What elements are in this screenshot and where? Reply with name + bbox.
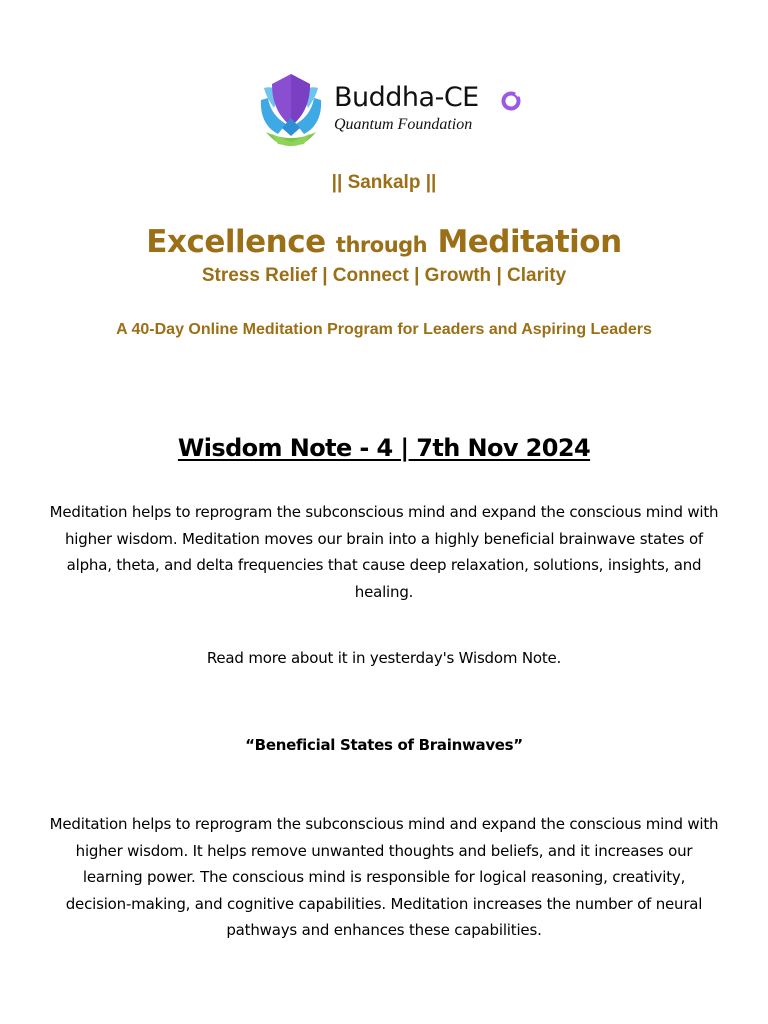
headline-excellence: Excellence	[146, 224, 326, 260]
brand-name: Buddha-CE	[334, 82, 479, 113]
section-title: “Beneficial States of Brainwaves”	[245, 736, 523, 754]
sankalp-heading: || Sankalp ||	[331, 172, 437, 193]
program-headline	[0, 224, 768, 260]
headline-meditation: Meditation	[437, 224, 622, 260]
paragraph-line: pathways and enhances these capabilities.	[226, 921, 542, 939]
brand-logo	[258, 72, 518, 148]
paragraph-intro	[30, 499, 738, 605]
paragraph-line: Meditation helps to reprogram the subconscious mind and expand the conscious mind with	[49, 815, 719, 833]
paragraph-line: decision-making, and cognitive capabilities. Meditation increases the number of neural	[65, 894, 703, 913]
paragraph-read-more: Read more about it in yesterday's Wisdom Note.	[206, 649, 562, 667]
paragraph-line: alpha, theta, and delta frequencies that cause deep relaxation, solutions, insights, and	[66, 556, 702, 574]
paragraph-line: Meditation helps to reprogram the subconscious mind and expand the conscious mind with	[49, 503, 719, 521]
program-pillars: Stress Relief | Connect | Growth | Clarity	[201, 265, 567, 286]
lotus-shield-icon	[258, 72, 324, 148]
wisdom-note-title: Wisdom Note - 4 | 7th Nov 2024	[177, 434, 591, 462]
paragraph-line: learning power. The conscious mind is responsible for logical reasoning, creativity,	[82, 868, 686, 886]
program-description: A 40-Day Online Meditation Program for Leaders and Aspiring Leaders	[116, 321, 652, 338]
paragraph-line: higher wisdom. Meditation moves our brain into a highly beneficial brainwave states of	[65, 529, 703, 548]
brand-o-ring-icon	[500, 90, 522, 112]
paragraph-brainwaves	[30, 811, 738, 944]
headline-through: through	[335, 233, 428, 257]
paragraph-line: higher wisdom. It helps remove unwanted thoughts and beliefs, and it increases our	[75, 841, 693, 860]
paragraph-line: healing.	[354, 582, 414, 601]
brand-subtitle: Quantum Foundation	[334, 116, 473, 133]
